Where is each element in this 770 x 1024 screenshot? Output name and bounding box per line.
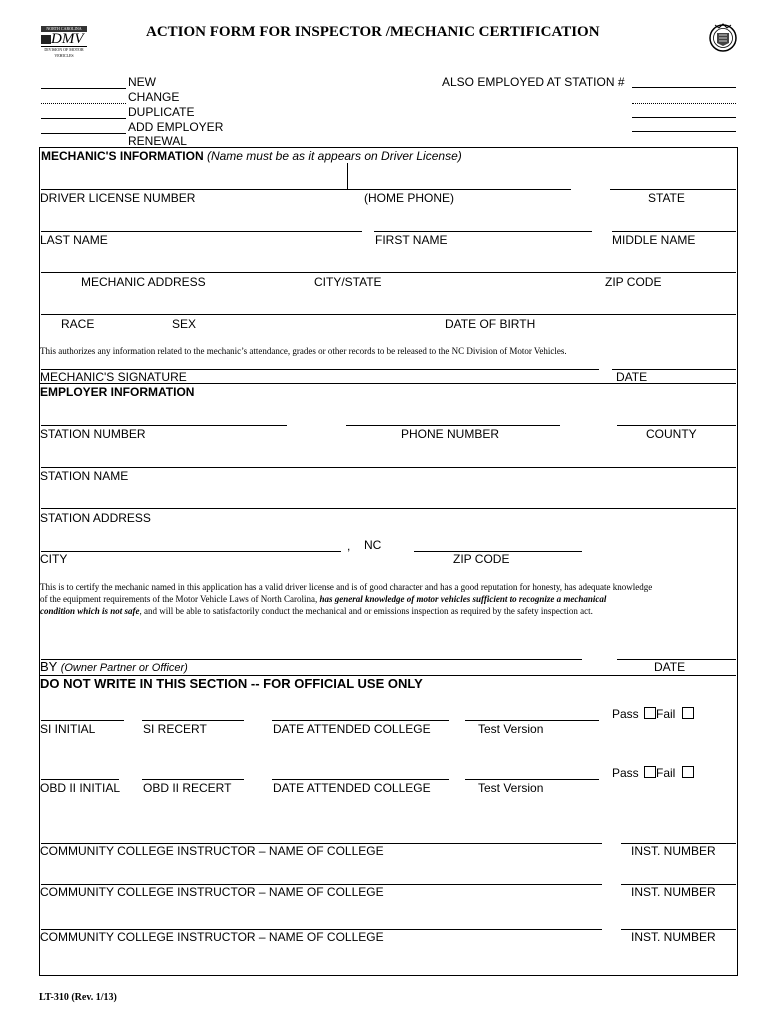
- middle-name-field[interactable]: [612, 231, 736, 232]
- demographics-field[interactable]: [41, 314, 736, 315]
- county-field[interactable]: [617, 425, 736, 426]
- home-phone-label: (HOME PHONE): [364, 191, 454, 205]
- state-label: STATE: [648, 191, 685, 205]
- station-number-label: STATION NUMBER: [40, 427, 146, 441]
- mechanic-heading: MECHANIC'S INFORMATION (Name must be as it appears on Driver License): [41, 149, 462, 163]
- by-label: BY (Owner Partner or Officer): [40, 659, 188, 674]
- si-test-version-field[interactable]: [465, 720, 599, 721]
- first-name-field[interactable]: [374, 231, 592, 232]
- also-employed-line-3[interactable]: [632, 117, 736, 118]
- logo-top-text: NORTH CAROLINA: [41, 26, 87, 32]
- si-recert-label: SI RECERT: [143, 722, 207, 736]
- dob-label: DATE OF BIRTH: [445, 317, 536, 331]
- obd-test-version-label: Test Version: [478, 781, 544, 795]
- si-fail-label: Fail: [656, 707, 676, 721]
- si-test-version-label: Test Version: [478, 722, 544, 736]
- obd-fail-checkbox[interactable]: [682, 766, 694, 778]
- official-heading: DO NOT WRITE IN THIS SECTION -- FOR OFFICIAL USE ONLY: [40, 676, 423, 691]
- also-employed-line-4[interactable]: [632, 131, 736, 132]
- phone-number-field[interactable]: [346, 425, 560, 426]
- inst-number-label-2: INST. NUMBER: [631, 885, 716, 899]
- form-number: LT-310 (Rev. 1/13): [39, 992, 117, 1003]
- si-pass-label: Pass: [612, 707, 639, 721]
- obd-date-attended-field[interactable]: [272, 779, 449, 780]
- si-fail-checkbox[interactable]: [682, 707, 694, 719]
- section-divider: [39, 383, 736, 384]
- city-field[interactable]: [41, 551, 341, 552]
- si-recert-field[interactable]: [142, 720, 244, 721]
- action-change[interactable]: CHANGE: [128, 90, 180, 104]
- employer-date-label: DATE: [654, 660, 686, 674]
- station-name-label: STATION NAME: [40, 469, 129, 483]
- obd-date-attended-label: DATE ATTENDED COLLEGE: [273, 781, 431, 795]
- station-number-field[interactable]: [41, 425, 287, 426]
- obd-initial-label: OBD II INITIAL: [40, 781, 121, 795]
- action-new[interactable]: NEW: [128, 75, 156, 89]
- authorization-text: This authorizes any information related to the mechanic’s attendance, grades or other records to be released to the NC Division of Motor Vehicles.: [40, 346, 567, 356]
- last-name-label: LAST NAME: [40, 233, 108, 247]
- station-name-field[interactable]: [41, 467, 736, 468]
- dmv-logo: [41, 26, 87, 58]
- obd-initial-field[interactable]: [41, 779, 119, 780]
- page-title: ACTION FORM FOR INSPECTOR /MECHANIC CERTIFICATION: [146, 24, 600, 40]
- inst-number-label-1: INST. NUMBER: [631, 844, 716, 858]
- driver-license-field[interactable]: [41, 189, 347, 190]
- nc-label: NC: [364, 538, 382, 552]
- certification-text: This is to certify the mechanic named in this application has a valid driver license and is of good character and has a good reputation for honesty, has adequate knowledge of the equipment requirements of the Motor Vehicle Laws of North Carolina, has general knowledge of motor vehicles sufficient to recognize a mechanical condition which is not safe, and will be able to satisfactorily conduct the mechanical and or emissions inspection as required by the safety inspection act.: [40, 582, 653, 616]
- race-label: RACE: [61, 317, 95, 331]
- instructor-label-1: COMMUNITY COLLEGE INSTRUCTOR – NAME OF COLLEGE: [40, 844, 384, 858]
- employer-zip-label: ZIP CODE: [453, 552, 510, 566]
- action-renewal[interactable]: RENEWAL: [128, 134, 187, 148]
- obd-test-version-field[interactable]: [465, 779, 599, 780]
- last-name-field[interactable]: [41, 231, 362, 232]
- instructor-label-3: COMMUNITY COLLEGE INSTRUCTOR – NAME OF COLLEGE: [40, 930, 384, 944]
- instructor-label-2: COMMUNITY COLLEGE INSTRUCTOR – NAME OF COLLEGE: [40, 885, 384, 899]
- obd-fail-label: Fail: [656, 766, 676, 780]
- si-initial-field[interactable]: [41, 720, 124, 721]
- obd-pass-checkbox[interactable]: [644, 766, 656, 778]
- mechanic-address-label: MECHANIC ADDRESS: [81, 275, 206, 289]
- obd-recert-field[interactable]: [142, 779, 244, 780]
- state-seal-icon: [709, 21, 737, 55]
- si-pass-checkbox[interactable]: [644, 707, 656, 719]
- home-phone-field[interactable]: [347, 189, 571, 190]
- logo-bottom-text: DIVISION OF MOTOR VEHICLES: [41, 46, 87, 53]
- also-employed-line-1[interactable]: [632, 87, 736, 88]
- mechanic-date-label: DATE: [616, 370, 648, 384]
- phone-number-label: PHONE NUMBER: [401, 427, 500, 441]
- license-divider: [347, 163, 348, 189]
- middle-name-label: MIDDLE NAME: [612, 233, 696, 247]
- also-employed-label: ALSO EMPLOYED AT STATION #: [442, 75, 625, 89]
- si-date-attended-label: DATE ATTENDED COLLEGE: [273, 722, 431, 736]
- state-field[interactable]: [610, 189, 736, 190]
- inst-number-label-3: INST. NUMBER: [631, 930, 716, 944]
- action-add-employer[interactable]: ADD EMPLOYER: [128, 120, 224, 134]
- station-address-field[interactable]: [41, 508, 736, 509]
- city-comma: ,: [347, 539, 351, 553]
- mechanic-address-field[interactable]: [41, 272, 736, 273]
- mechanic-signature-label: MECHANIC'S SIGNATURE: [40, 370, 187, 384]
- obd-recert-label: OBD II RECERT: [143, 781, 232, 795]
- action-duplicate[interactable]: DUPLICATE: [128, 105, 195, 119]
- zip-code-label: ZIP CODE: [605, 275, 662, 289]
- station-address-label: STATION ADDRESS: [40, 511, 151, 525]
- logo-text: DMV: [51, 31, 84, 47]
- si-date-attended-field[interactable]: [272, 720, 449, 721]
- obd-pass-label: Pass: [612, 766, 639, 780]
- si-initial-label: SI INITIAL: [40, 722, 96, 736]
- employer-heading: EMPLOYER INFORMATION: [40, 385, 195, 399]
- city-label: CITY: [40, 552, 68, 566]
- also-employed-line-2[interactable]: [632, 103, 736, 104]
- city-state-label: CITY/STATE: [314, 275, 382, 289]
- driver-license-label: DRIVER LICENSE NUMBER: [40, 191, 196, 205]
- logo-bar-icon: [41, 35, 51, 44]
- first-name-label: FIRST NAME: [375, 233, 448, 247]
- sex-label: SEX: [172, 317, 197, 331]
- county-label: COUNTY: [646, 427, 697, 441]
